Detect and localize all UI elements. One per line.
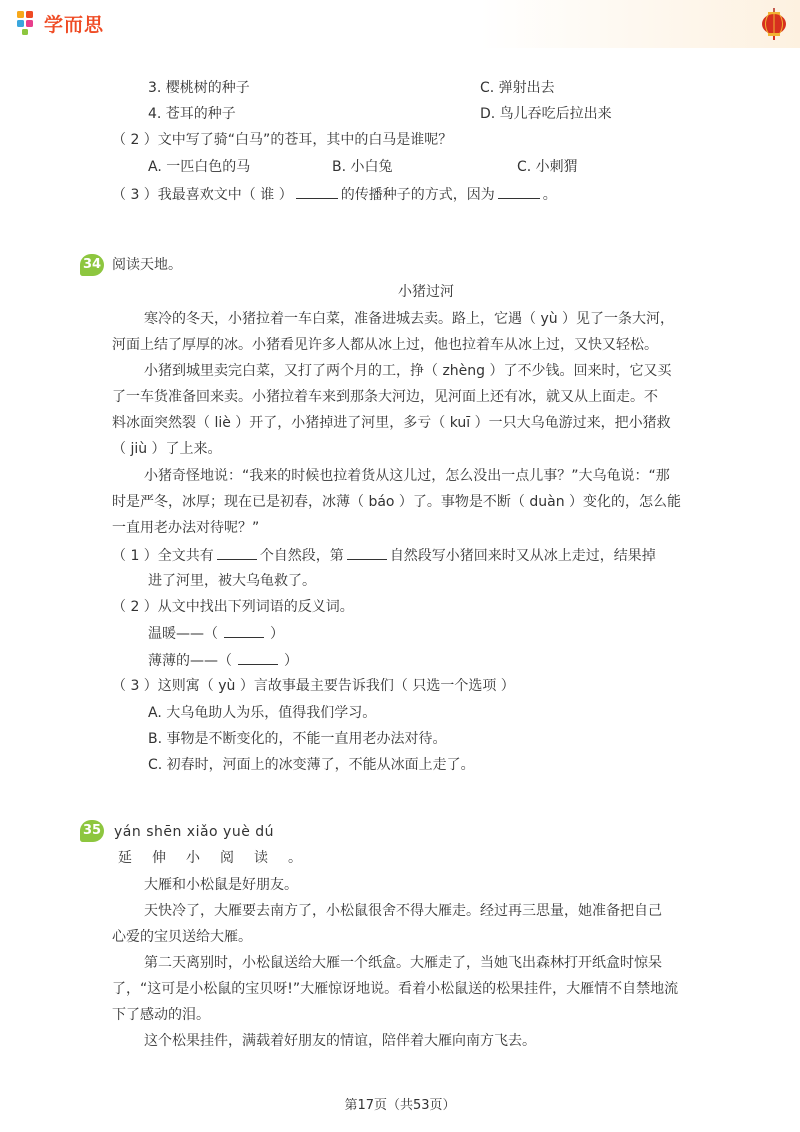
q34-sub2-question: （ 2 ）从文中找出下列词语的反义词。 bbox=[112, 599, 354, 615]
q34-sub3-question: （ 3 ）这则寓（ yù ）言故事最主要告诉我们（ 只选一个选项 ） bbox=[112, 678, 515, 694]
matching-right-d: D. 鸟儿吞吃后拉出来 bbox=[480, 106, 612, 122]
close-paren: ） bbox=[270, 626, 284, 642]
antonym-word: 温暖——（ bbox=[148, 626, 218, 642]
q33-sub2-option-b: B. 小白兔 bbox=[332, 159, 393, 175]
answer-blank[interactable] bbox=[296, 184, 338, 199]
page-number: 第17页（共53页） bbox=[344, 1098, 456, 1113]
story-line: 心爱的宝贝送给大雁。 bbox=[112, 929, 252, 945]
q35-heading: 延伸小阅读。 bbox=[118, 850, 322, 866]
story-line: 河面上结了厚厚的冰。小猪看见许多人都从冰上过，他也拉着车从冰上过，又快又轻松。 bbox=[112, 337, 658, 353]
answer-blank[interactable] bbox=[238, 650, 278, 665]
antonym-item-2 bbox=[148, 650, 298, 671]
close-paren: ） bbox=[284, 653, 298, 669]
q35-pinyin: yán shēn xiǎo yuè dú bbox=[114, 824, 275, 840]
story-line: （ jiù ）了上来。 bbox=[112, 441, 222, 457]
story-line: 时是严冬，冰厚；现在已是初春，冰薄（ báo ）了。事物是不断（ duàn ）变化的，怎么能 bbox=[112, 494, 682, 510]
matching-left-3: 3. 樱桃树的种子 bbox=[148, 80, 250, 96]
q33-sub3-text-b: 的传播种子的方式，因为 bbox=[340, 187, 495, 203]
q33-sub2-option-c: C. 小刺猬 bbox=[517, 159, 578, 175]
story-title: 小猪过河 bbox=[398, 284, 454, 300]
question-number-badge: 34 bbox=[80, 254, 104, 276]
q33-sub2-option-a: A. 一匹白色的马 bbox=[148, 159, 251, 175]
story-line: 寒冷的冬天，小猪拉着一车白菜，准备进城去卖。路上，它遇（ yù ）见了一条大河， bbox=[144, 311, 675, 327]
antonym-item-1 bbox=[148, 623, 284, 644]
q34-sub1-text-a: （ 1 ）全文共有 bbox=[112, 548, 214, 564]
answer-blank[interactable] bbox=[498, 184, 540, 199]
story-line: 天快冷了，大雁要去南方了，小松鼠很舍不得大雁走。经过再三思量，她准备把自己 bbox=[144, 903, 662, 919]
q34-sub3-option-c: C. 初春时，河面上的冰变薄了，不能从冰面上走了。 bbox=[148, 757, 475, 773]
answer-blank[interactable] bbox=[224, 623, 264, 638]
question-number-badge: 35 bbox=[80, 820, 104, 842]
brand-logo bbox=[14, 8, 104, 38]
story-line: 这个松果挂件，满载着好朋友的情谊，陪伴着大雁向南方飞去。 bbox=[144, 1033, 536, 1049]
story-line: 大雁和小松鼠是好朋友。 bbox=[144, 877, 298, 893]
story-line: 了一车货准备回来卖。小猪拉着车来到那条大河边，见河面上还有冰，就又从上面走。不 bbox=[112, 389, 658, 405]
matching-right-c: C. 弹射出去 bbox=[480, 80, 555, 96]
answer-blank[interactable] bbox=[217, 545, 257, 560]
q34-sub1-question bbox=[112, 545, 656, 566]
answer-blank[interactable] bbox=[347, 545, 387, 560]
logo-icon bbox=[14, 9, 40, 37]
q34-sub3-option-a: A. 大乌龟助人为乐，值得我们学习。 bbox=[148, 705, 377, 721]
q34-sub3-option-b: B. 事物是不断变化的，不能一直用老办法对待。 bbox=[148, 731, 447, 747]
q33-sub3-text-a: （ 3 ）我最喜欢文中（ 谁 ） bbox=[112, 187, 293, 203]
story-line: 小猪到城里卖完白菜，又打了两个月的工，挣（ zhèng ）了不少钱。回来时，它又买 bbox=[144, 363, 672, 379]
story-line: 小猪奇怪地说：“我来的时候也拉着货从这儿过，怎么没出一点儿事？”大乌龟说：“那 bbox=[144, 468, 670, 484]
q34-heading: 阅读天地。 bbox=[112, 257, 182, 273]
q33-sub3-text-c: 。 bbox=[542, 187, 557, 203]
logo-text: 学而思 bbox=[44, 13, 105, 36]
story-line: 下了感动的泪。 bbox=[112, 1007, 210, 1023]
story-line: 料冰面突然裂（ liè ）开了，小猪掉进了河里，多亏（ kuī ）一只大乌龟游过来，把小猪救 bbox=[112, 415, 671, 431]
matching-left-4: 4. 苍耳的种子 bbox=[148, 106, 236, 122]
page-header bbox=[0, 0, 800, 48]
story-line: 了，“这可是小松鼠的宝贝呀!”大雁惊讶地说。看着小松鼠送的松果挂件，大雁情不自禁地流 bbox=[112, 981, 679, 997]
q33-sub3-question bbox=[112, 184, 557, 205]
q33-sub2-question: （ 2 ）文中写了骑“白马”的苍耳，其中的白马是谁呢？ bbox=[112, 132, 453, 148]
q34-sub1-text-c: 自然段写小猪回来时又从冰上走过，结果掉 bbox=[389, 548, 656, 564]
antonym-word: 薄薄的——（ bbox=[148, 653, 232, 669]
q34-sub1-text-b: 个自然段，第 bbox=[259, 548, 344, 564]
q34-sub1-continued: 进了河里，被大乌龟救了。 bbox=[148, 573, 316, 589]
story-line: 一直用老办法对待呢？” bbox=[112, 520, 260, 536]
story-line: 第二天离别时，小松鼠送给大雁一个纸盒。大雁走了，当她飞出森林打开纸盒时惊呆 bbox=[144, 955, 662, 971]
lantern-icon bbox=[760, 8, 788, 40]
